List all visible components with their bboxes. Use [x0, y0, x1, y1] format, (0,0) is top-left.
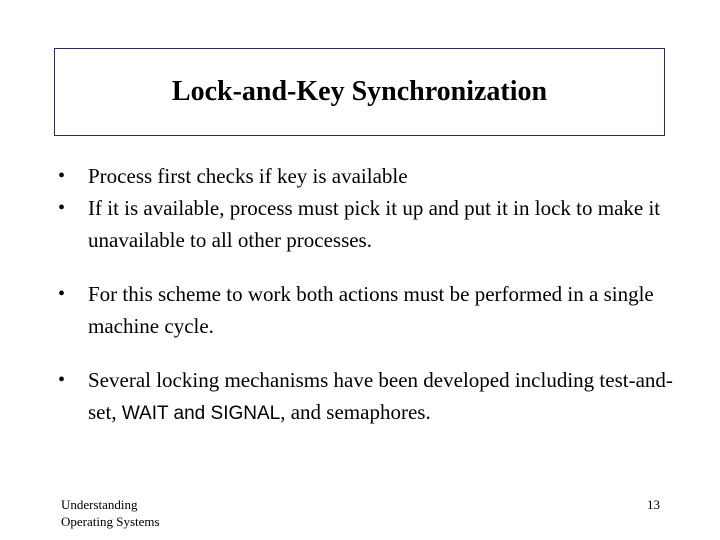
- bullet-text: For this scheme to work both actions must be performed in a single machine cycle.: [88, 282, 654, 338]
- bullet-item: [58, 364, 678, 430]
- footer-book-title: [61, 496, 160, 530]
- footer-line: Understanding: [61, 497, 138, 512]
- footer-line: Operating Systems: [61, 514, 160, 529]
- slide-title: Lock-and-Key Synchronization: [171, 76, 548, 107]
- bullet-marker: •: [58, 165, 66, 187]
- page-number: 13: [647, 497, 660, 512]
- bullet-marker: •: [58, 197, 66, 219]
- bullet-marker: •: [58, 283, 66, 305]
- bullet-text-part: , and semaphores.: [280, 400, 431, 424]
- bullet-text: If it is available, process must pick it up and put it in lock to make it unavailable to all other processes.: [88, 196, 661, 252]
- bullet-text: [88, 368, 673, 424]
- title-box: [54, 48, 665, 136]
- bullet-item: [58, 278, 678, 342]
- bullet-text-part: Several locking mechanisms have been developed including test-and-set,: [88, 368, 673, 424]
- bullet-text: Process first checks if key is available: [88, 164, 408, 188]
- bullet-item: [58, 160, 678, 192]
- bullet-list: [58, 160, 678, 430]
- bullet-text-sans: WAIT and SIGNAL: [121, 403, 281, 424]
- bullet-marker: •: [58, 369, 66, 391]
- bullet-item: [58, 192, 678, 256]
